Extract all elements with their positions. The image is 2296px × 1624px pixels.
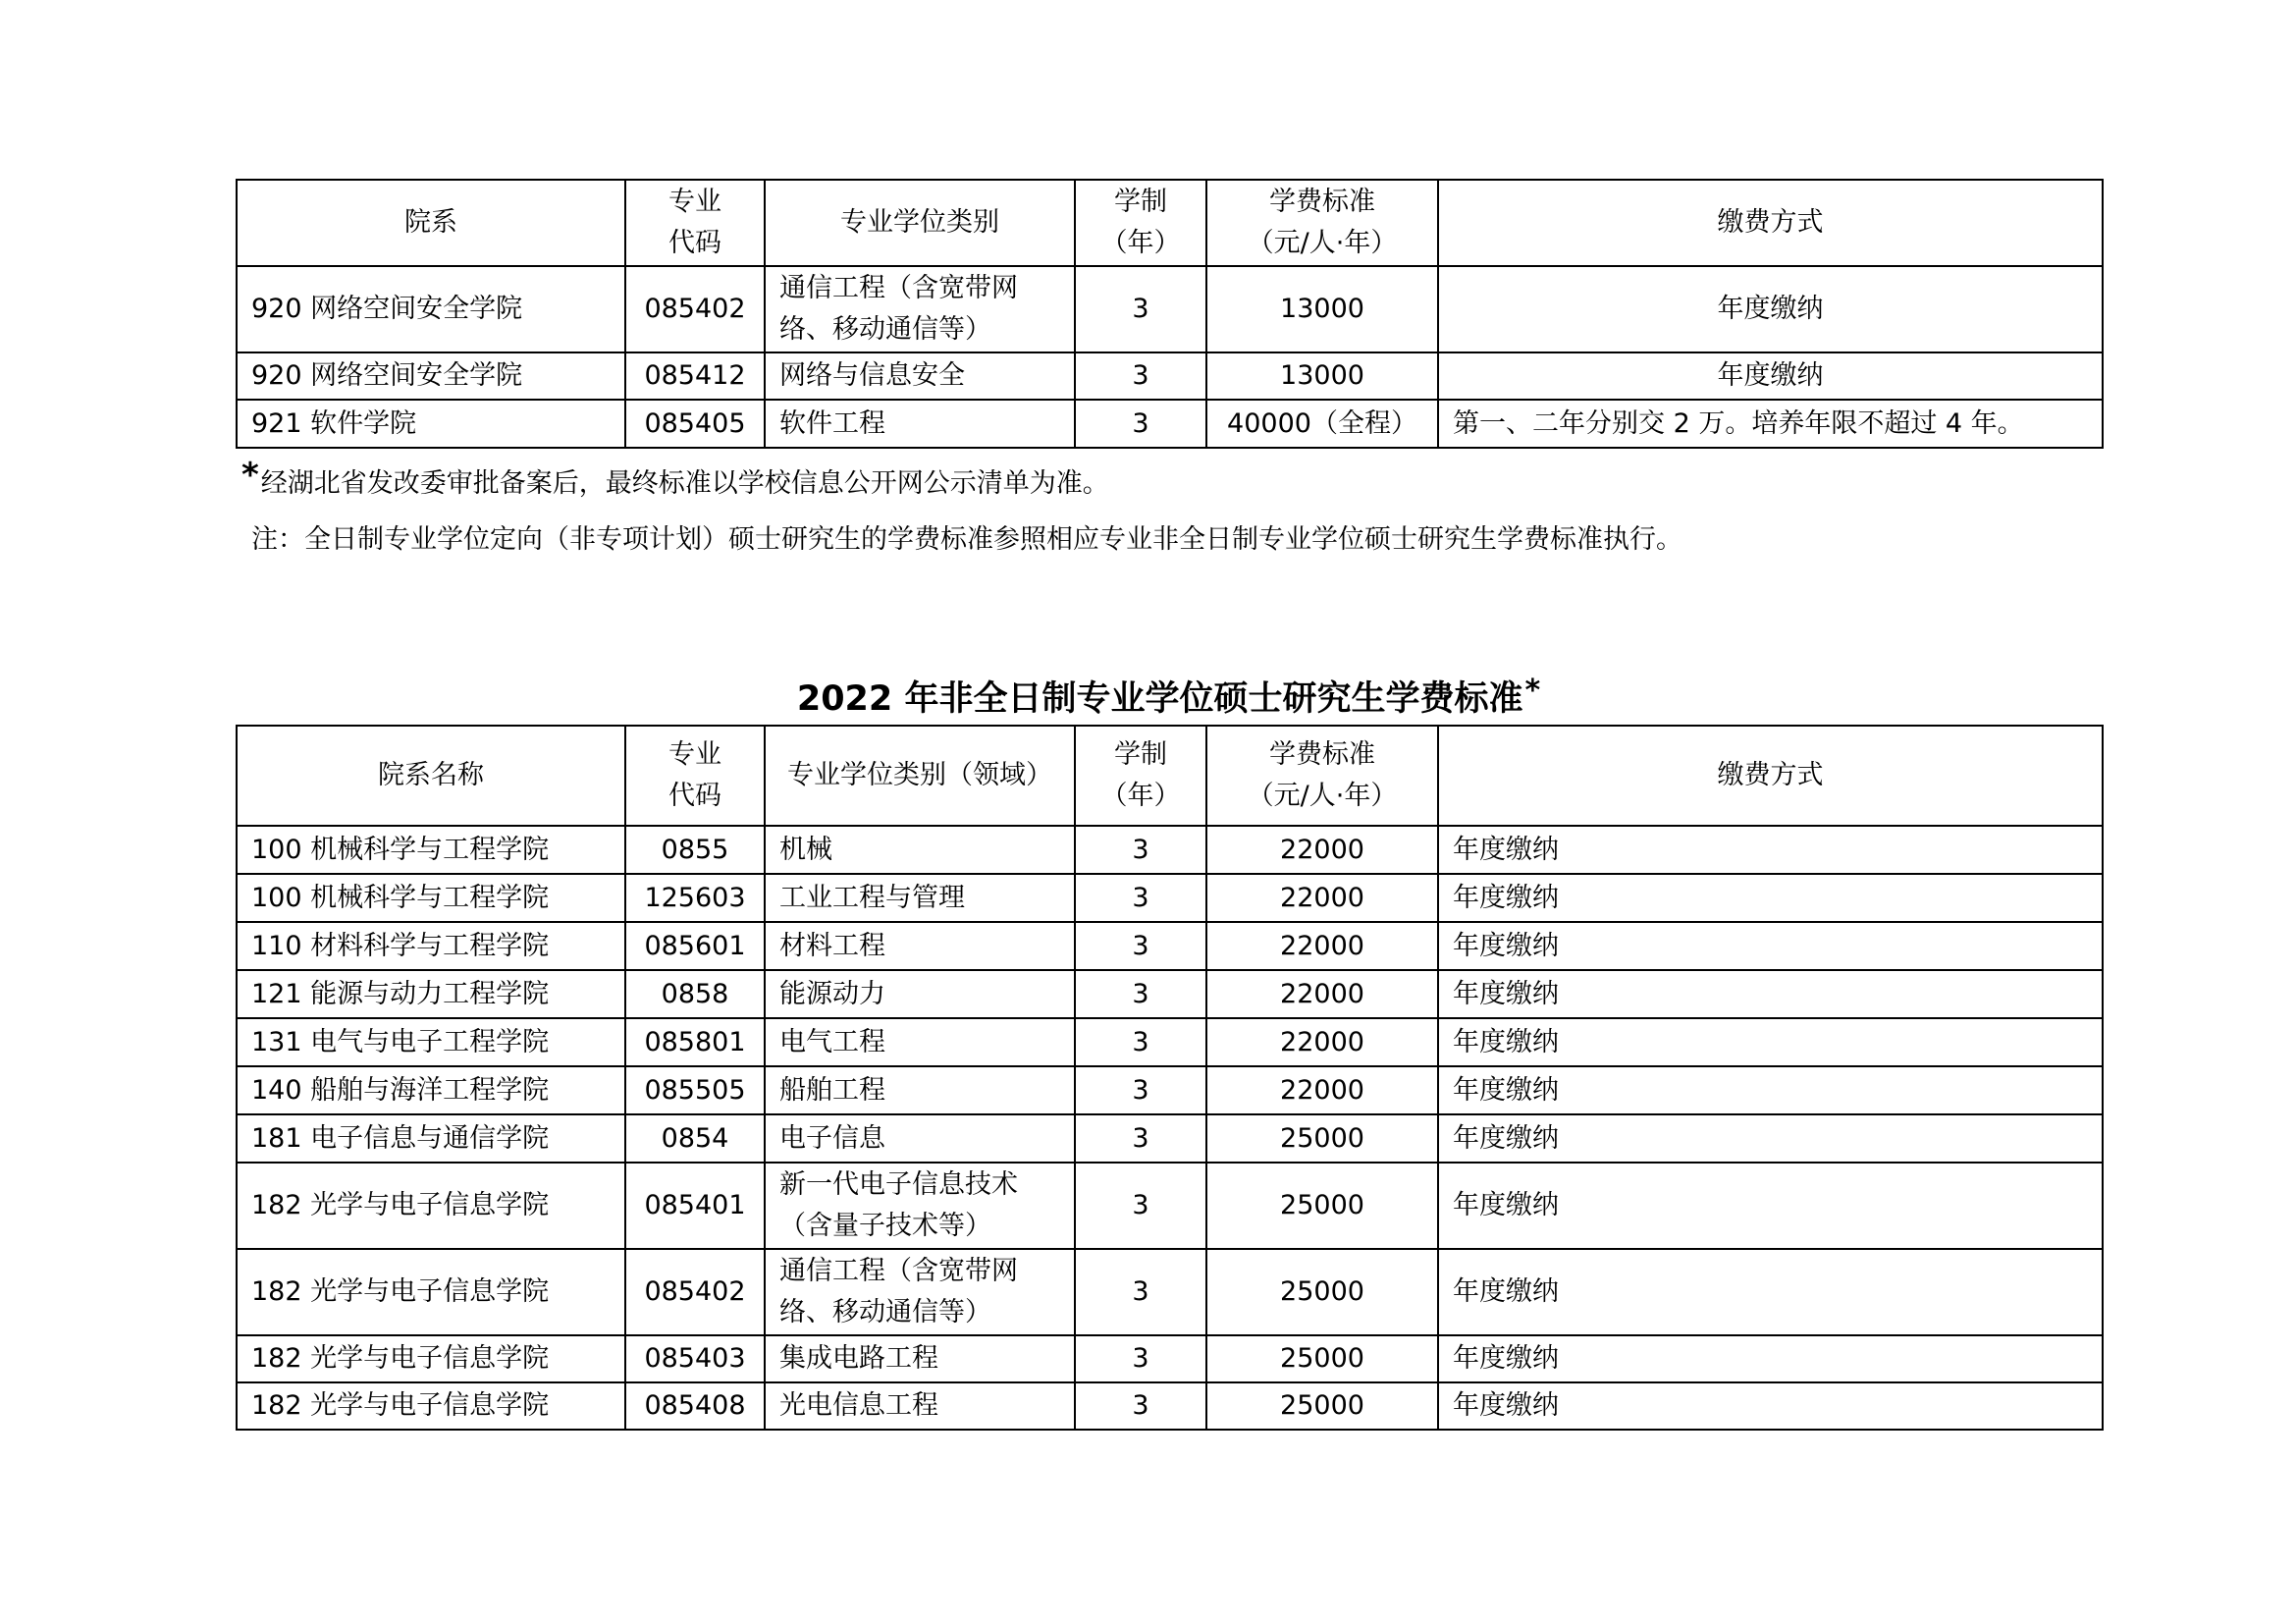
cell-payment: 年度缴纳 [1438, 826, 2103, 874]
cell-years: 3 [1075, 266, 1206, 352]
cell-payment: 年度缴纳 [1438, 266, 2103, 352]
header-code: 专业 代码 [625, 726, 765, 826]
title-asterisk: * [1524, 674, 1541, 708]
cell-code: 125603 [625, 874, 765, 922]
table-row [237, 922, 2103, 970]
cell-payment: 年度缴纳 [1438, 874, 2103, 922]
cell-payment: 年度缴纳 [1438, 1249, 2103, 1335]
section-title [236, 676, 2102, 725]
cell-category: 通信工程（含宽带网络、移动通信等） [765, 266, 1075, 352]
cell-years: 3 [1075, 1114, 1206, 1163]
cell-years: 3 [1075, 922, 1206, 970]
cell-code: 085505 [625, 1066, 765, 1114]
cell-category: 光电信息工程 [765, 1382, 1075, 1430]
cell-dept: 182 光学与电子信息学院 [237, 1382, 625, 1430]
fulltime-fee-table [236, 179, 2104, 449]
cell-payment: 年度缴纳 [1438, 922, 2103, 970]
header-category: 专业学位类别（领域） [765, 726, 1075, 826]
header-years: 学制 （年） [1075, 726, 1206, 826]
cell-fee: 25000 [1206, 1249, 1438, 1335]
cell-years: 3 [1075, 874, 1206, 922]
cell-code: 085408 [625, 1382, 765, 1430]
cell-years: 3 [1075, 1018, 1206, 1066]
cell-fee: 25000 [1206, 1382, 1438, 1430]
cell-code: 085402 [625, 1249, 765, 1335]
header-category: 专业学位类别 [765, 180, 1075, 266]
cell-code: 0855 [625, 826, 765, 874]
cell-fee: 22000 [1206, 826, 1438, 874]
cell-years: 3 [1075, 1249, 1206, 1335]
cell-dept: 920 网络空间安全学院 [237, 352, 625, 400]
cell-fee: 22000 [1206, 1018, 1438, 1066]
cell-payment: 年度缴纳 [1438, 970, 2103, 1018]
cell-fee: 22000 [1206, 970, 1438, 1018]
header-fee: 学费标准 （元/人·年） [1206, 726, 1438, 826]
cell-payment: 年度缴纳 [1438, 1163, 2103, 1249]
cell-code: 085401 [625, 1163, 765, 1249]
cell-code: 0854 [625, 1114, 765, 1163]
table-row [237, 1335, 2103, 1382]
cell-fee: 22000 [1206, 1066, 1438, 1114]
header-dept: 院系名称 [237, 726, 625, 826]
table-row [237, 826, 2103, 874]
header-fee: 学费标准 （元/人·年） [1206, 180, 1438, 266]
cell-payment: 第一、二年分别交 2 万。培养年限不超过 4 年。 [1438, 400, 2103, 448]
header-dept: 院系 [237, 180, 625, 266]
cell-payment: 年度缴纳 [1438, 1335, 2103, 1382]
cell-dept: 182 光学与电子信息学院 [237, 1335, 625, 1382]
cell-dept: 140 船舶与海洋工程学院 [237, 1066, 625, 1114]
cell-payment: 年度缴纳 [1438, 1066, 2103, 1114]
table-row [237, 352, 2103, 400]
table-row [237, 1249, 2103, 1335]
cell-code: 085403 [625, 1335, 765, 1382]
header-payment: 缴费方式 [1438, 180, 2103, 266]
cell-dept: 100 机械科学与工程学院 [237, 874, 625, 922]
cell-years: 3 [1075, 826, 1206, 874]
header-payment: 缴费方式 [1438, 726, 2103, 826]
cell-dept: 100 机械科学与工程学院 [237, 826, 625, 874]
cell-dept: 181 电子信息与通信学院 [237, 1114, 625, 1163]
cell-years: 3 [1075, 1163, 1206, 1249]
header-years: 学制 （年） [1075, 180, 1206, 266]
table-row [237, 1163, 2103, 1249]
cell-code: 085412 [625, 352, 765, 400]
cell-category: 船舶工程 [765, 1066, 1075, 1114]
table-row [237, 970, 2103, 1018]
cell-category: 工业工程与管理 [765, 874, 1075, 922]
cell-category: 网络与信息安全 [765, 352, 1075, 400]
cell-years: 3 [1075, 1382, 1206, 1430]
parttime-fee-table [236, 725, 2104, 1431]
header-code: 专业 代码 [625, 180, 765, 266]
cell-years: 3 [1075, 970, 1206, 1018]
cell-dept: 921 软件学院 [237, 400, 625, 448]
cell-category: 机械 [765, 826, 1075, 874]
cell-dept: 131 电气与电子工程学院 [237, 1018, 625, 1066]
cell-code: 085405 [625, 400, 765, 448]
cell-years: 3 [1075, 400, 1206, 448]
section-title-text: 2022 年非全日制专业学位硕士研究生学费标准 [796, 679, 1523, 719]
cell-fee: 25000 [1206, 1335, 1438, 1382]
cell-code: 0858 [625, 970, 765, 1018]
cell-code: 085601 [625, 922, 765, 970]
table-row [237, 1114, 2103, 1163]
table-row [237, 1382, 2103, 1430]
cell-payment: 年度缴纳 [1438, 352, 2103, 400]
cell-dept: 110 材料科学与工程学院 [237, 922, 625, 970]
table-row [237, 1066, 2103, 1114]
cell-category: 软件工程 [765, 400, 1075, 448]
table-header-row [237, 726, 2103, 826]
cell-years: 3 [1075, 1066, 1206, 1114]
cell-fee: 22000 [1206, 874, 1438, 922]
note-asterisk: * [241, 456, 259, 495]
cell-category: 材料工程 [765, 922, 1075, 970]
cell-code: 085402 [625, 266, 765, 352]
cell-category: 集成电路工程 [765, 1335, 1075, 1382]
cell-dept: 182 光学与电子信息学院 [237, 1249, 625, 1335]
table-row [237, 874, 2103, 922]
cell-fee: 13000 [1206, 266, 1438, 352]
tuition-note: 注：全日制专业学位定向（非专项计划）硕士研究生的学费标准参照相应专业非全日制专业学位硕士研究生学费标准执行。 [251, 524, 1682, 555]
approval-note-text: 经湖北省发改委审批备案后，最终标准以学校信息公开网公示清单为准。 [260, 468, 1109, 499]
cell-payment: 年度缴纳 [1438, 1114, 2103, 1163]
cell-category: 电气工程 [765, 1018, 1075, 1066]
cell-years: 3 [1075, 1335, 1206, 1382]
cell-dept: 121 能源与动力工程学院 [237, 970, 625, 1018]
approval-note [241, 456, 1109, 504]
table-row [237, 1018, 2103, 1066]
cell-fee: 25000 [1206, 1163, 1438, 1249]
cell-fee: 13000 [1206, 352, 1438, 400]
cell-payment: 年度缴纳 [1438, 1018, 2103, 1066]
cell-code: 085801 [625, 1018, 765, 1066]
cell-category: 电子信息 [765, 1114, 1075, 1163]
table-row [237, 400, 2103, 448]
cell-years: 3 [1075, 352, 1206, 400]
cell-category: 能源动力 [765, 970, 1075, 1018]
cell-fee: 40000（全程） [1206, 400, 1438, 448]
cell-dept: 920 网络空间安全学院 [237, 266, 625, 352]
cell-dept: 182 光学与电子信息学院 [237, 1163, 625, 1249]
cell-fee: 25000 [1206, 1114, 1438, 1163]
cell-category: 新一代电子信息技术（含量子技术等） [765, 1163, 1075, 1249]
cell-category: 通信工程（含宽带网络、移动通信等） [765, 1249, 1075, 1335]
cell-payment: 年度缴纳 [1438, 1382, 2103, 1430]
table-row [237, 266, 2103, 352]
cell-fee: 22000 [1206, 922, 1438, 970]
table-header-row [237, 180, 2103, 266]
